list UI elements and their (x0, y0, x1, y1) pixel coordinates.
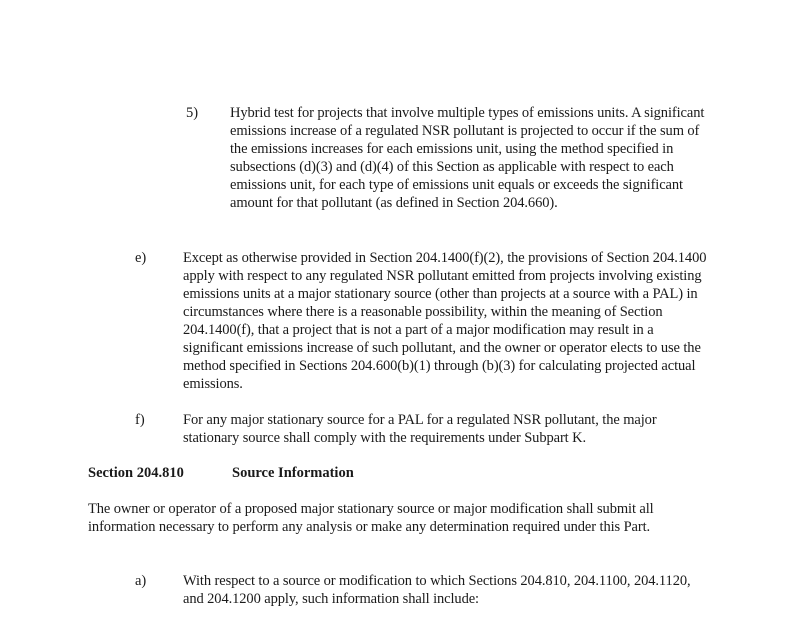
item-5-text: Hybrid test for projects that involve multiple types of emissions units. A significant emissions increase of a regulated NSR pollutant is projected to occur if the sum of the emissions increases for each emissions unit, using the method specified in subsections (d)(3) and (d)(4) of this Section as applicable with respect to each emissions unit, for each type of emissions unit equals or exceeds the significant amount for that pollutant (as defined in Section 204.660). (230, 105, 705, 211)
intro-paragraph: The owner or operator of a proposed major stationary source or major modification shall submit all information necessary to perform any analysis or make any determination required under this Part. (88, 501, 654, 535)
item-a-text: With respect to a source or modification to which Sections 204.810, 204.1100, 204.1120, and 204.1200 apply, such information shall include: (183, 573, 691, 607)
item-f-text: For any major stationary source for a PAL for a regulated NSR pollutant, the major stationary source shall comply with the requirements under Subpart K. (183, 412, 657, 446)
item-5-marker: 5) (186, 105, 199, 121)
item-e-text: Except as otherwise provided in Section 204.1400(f)(2), the provisions of Section 204.1400 apply with respect to any regulated NSR pollutant emitted from projects involving existing emissions units at a major stationary source (other than projects at a source with a PAL) in circumstances where there is a reasonable possibility, within the meaning of Section 204.1400(f), that a project that is not a part of a major modification may result in a significant emissions increase of such pollutant, and the owner or operator elects to use the method specified in Sections 204.600(b)(1) through (b)(3) for calculating projected actual emissions. (183, 250, 707, 392)
section-number: Section 204.810 (88, 465, 184, 481)
item-a-marker: a) (135, 573, 147, 589)
section-title: Source Information (232, 465, 354, 481)
item-f-marker: f) (135, 412, 145, 428)
item-e-marker: e) (135, 250, 147, 266)
